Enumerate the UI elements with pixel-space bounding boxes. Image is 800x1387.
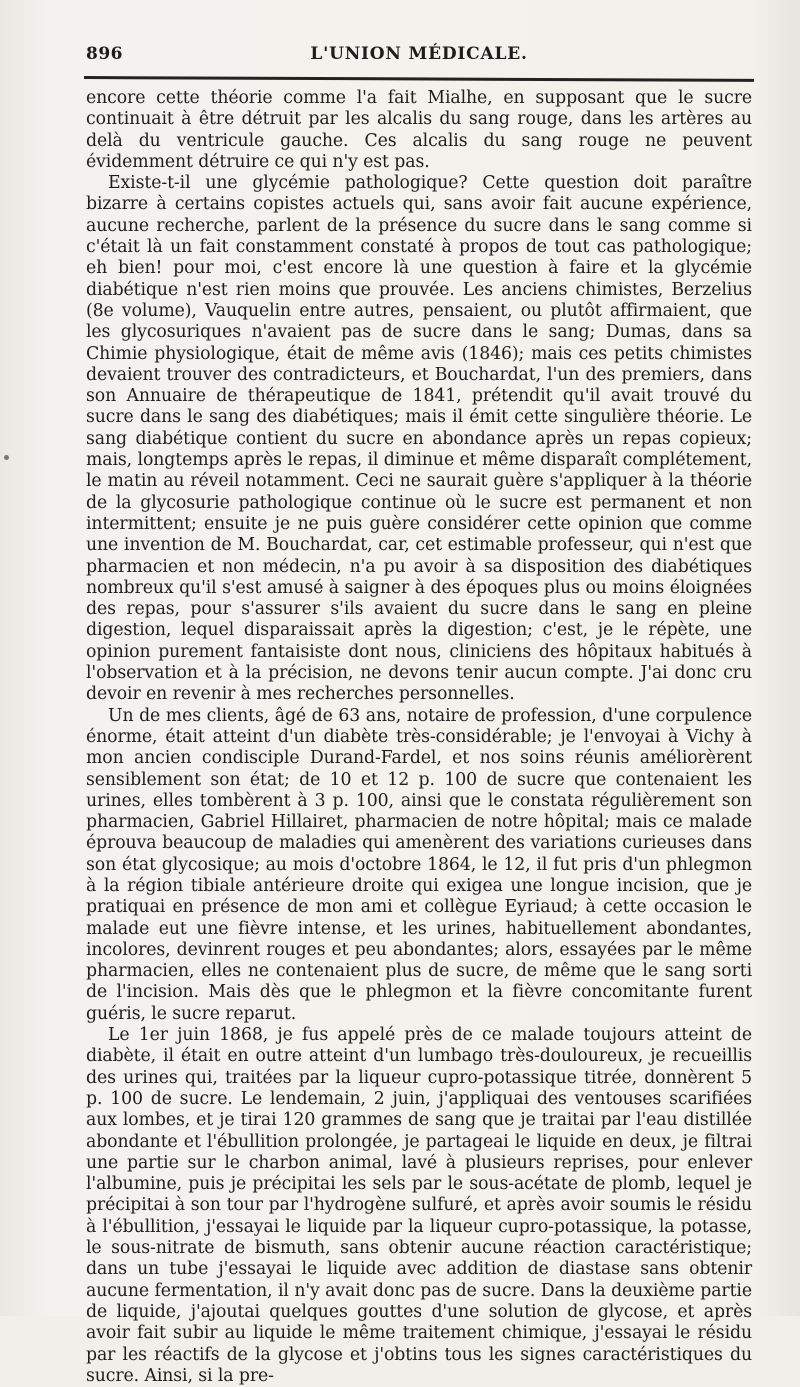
body-text: [86, 88, 752, 1387]
paragraph: Existe-t-il une glycémie pathologique? Cette question doit paraître bizarre à certains copistes actuels qui, sans avoir fait aucune expérience, aucune recherche, parlent de la présence du sucre dans le sang comme si c'était là un fait constamment constaté à propos de tout cas pathologique; eh bien! pour moi, c'est encore là une question à faire et la glycémie diabétique n'est rien moins que prouvée. Les anciens chimistes, Berzelius (8e volume), Vauquelin entre autres, pensaient, ou plutôt affirmaient, que les glycosuriques n'avaient pas de sucre dans le sang; Dumas, dans sa Chimie physiologique, était de même avis (1846); mais ces petits chimistes devaient trouver des contradicteurs, et Bouchardat, l'un des premiers, dans son Annuaire de thérapeutique de 1841, prétendit qu'il avait trouvé du sucre dans le sang des diabétiques; mais il émit cette singulière théorie. Le sang diabétique contient du sucre en abondance après un repas copieux; mais, longtemps après le repas, il diminue et même disparaît complétement, le matin au réveil notamment. Ceci ne saurait guère s'appliquer à la théorie de la glycosurie pathologique continue où le sucre est permanent et non intermittent; ensuite je ne puis guère considérer cette opinion que comme une invention de M. Bouchardat, car, cet estimable professeur, qui n'est que pharmacien et non médecin, n'a pu avoir à sa disposition des diabétiques nombreux qu'il s'est amusé à saigner à des époques plus ou moins éloignées des repas, pour s'assurer s'ils avaient du sucre dans le sang en pleine digestion, lequel disparaissait après la digestion; c'est, je le répète, une opinion purement fantaisiste dont nous, cliniciens des hôpitaux habitués à l'observation et à la précision, ne devons tenir aucun compte. J'ai donc cru devoir en revenir à mes recherches personnelles.: [86, 173, 752, 705]
page-number: 896: [86, 44, 123, 64]
header-rule: [84, 76, 754, 82]
running-title: L'UNION MÉDICALE.: [310, 44, 528, 64]
ink-speck: [4, 455, 9, 460]
paragraph: encore cette théorie comme l'a fait Mialhe, en supposant que le sucre continuait à être détruit par les alcalis du sang rouge, dans les artères au delà du ventricule gauche. Ces alcalis du sang rouge ne peuvent évidemment détruire ce qui n'y est pas.: [86, 88, 752, 172]
paragraph: Le 1er juin 1868, je fus appelé près de ce malade toujours atteint de diabète, il était en outre atteint d'un lumbago très-douloureux, je recueillis des urines qui, traitées par la liqueur cupro-potassique titrée, donnèrent 5 p. 100 de sucre. Le lendemain, 2 juin, j'appliquai des ventouses scarifiées aux lombes, et je tirai 120 grammes de sang que je traitai par l'eau distillée abondante et l'ébullition prolongée, je partageai le liquide en deux, je filtrai une partie sur le charbon animal, lavé à plusieurs reprises, pour enlever l'albumine, puis je précipitai les sels par le sous-acétate de plomb, lequel je précipitai à son tour par l'hydrogène sulfuré, et après avoir soumis le résidu à l'ébullition, j'essayai le liquide par la liqueur cupro-potassique, la potasse, le sous-nitrate de bismuth, sans obtenir aucune réaction caractéristique; dans un tube j'essayai le liquide avec addition de diastase sans obtenir aucune fermentation, il n'y avait donc pas de sucre. Dans la deuxième partie de liquide, j'ajoutai quelques gouttes d'une solution de glycose, et après avoir fait subir au liquide le même traitement chimique, j'essayai le résidu par les réactifs de la glycose et j'obtins tous les signes caractéristiques du sucre. Ainsi, si la pre-: [86, 1025, 752, 1386]
page-header: [84, 38, 754, 68]
paragraph: Un de mes clients, âgé de 63 ans, notaire de profession, d'une corpulence énorme, était atteint d'un diabète très-considérable; je l'envoyai à Vichy à mon ancien condisciple Durand-Fardel, et nos soins réunis améliorèrent sensiblement son état; de 10 et 12 p. 100 de sucre que contenaient les urines, elles tombèrent à 3 p. 100, ainsi que le constata régulièrement son pharmacien, Gabriel Hillairet, pharmacien de notre hôpital; mais ce malade éprouva beaucoup de maladies qui amenèrent des variations curieuses dans son état glycosique; au mois d'octobre 1864, le 12, il fut pris d'un phlegmon à la région tibiale antérieure droite qui exigea une longue incision, que je pratiquai en présence de mon ami et collègue Eyriaud; à cette occasion le malade eut une fièvre intense, et les urines, habituellement abondantes, incolores, devinrent rouges et peu abondantes; alors, essayées par le même pharmacien, elles ne contenaient plus de sucre, de même que le sang sorti de l'incision. Mais dès que le phlegmon et la fièvre concomitante furent guéris, le sucre reparut.: [86, 705, 752, 1024]
